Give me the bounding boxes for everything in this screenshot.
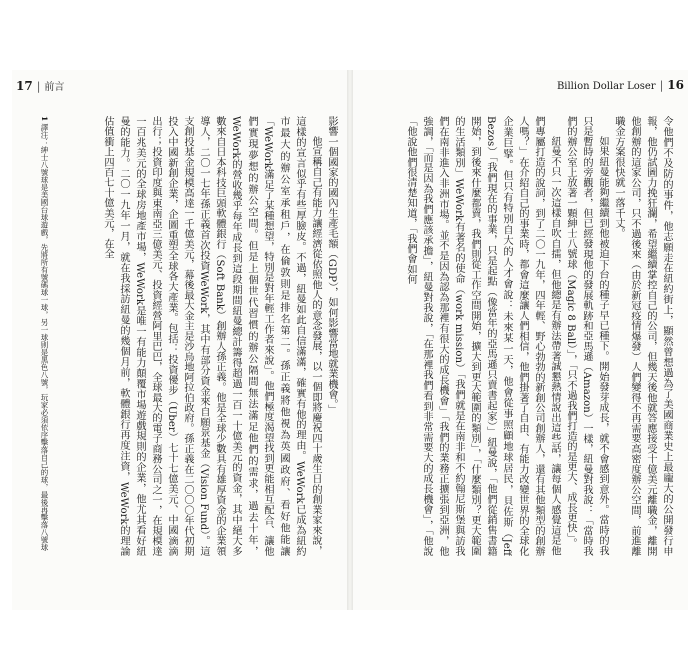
paragraph: 影響一個國家的國內生產毛額（GDP），如何影響當地就業機會。」 — [326, 116, 337, 415]
left-page — [12, 70, 347, 610]
paragraph: 他宣稱自己有能力讓經濟從依照他人的意念發展，以一個即將慶祝四十歲生日的創業家來說，這樣的宣言似乎有些厚臉皮。不過，紐曼如此自信滿滿，確實有他的理由。WeWork已成為紐約市最大的辦公室承租戶，在倫敦則是排名第二。孫正義將他視為英國政府、看好他能讓「WeWork滿足了某種想望，特別是對年輕工作者來說」。他們極度渴望找到更能相互配合、讓他們實現夢想的辦公空間。但是上個世代習慣的辦公隔間無法滿足他們的需求，過去十年，WeWork的營收幾乎每年成長到這段期間紐曼總計籌得超過一百一十億美元的資金，其中絕大多數來自日本科技巨頭軟體銀行（Soft Bank）創辦人孫正義。他是全球少數具有雄厚資金的企業領導人，二〇一七年孫正義首次投資WeWork，其中有部分資金來自願景基金（Vision Fund）。這支創投基金規模高達一千億美元，幕後最大金主是沙烏地阿拉伯政府。孫正義在二〇〇〇年代初期投入中國新創企業，企圖重塑全球各大產業。包括：投資優步（Uber）七十七億美元、中國滴滴出行；投資印度與東南亞三億美元、投資經營阿里巴巴，全球最大的電子商務公司之一，在規模達一百兆美元的全球房地產市場，WeWork是唯一有能力顛覆市場遊戲規則的企業，他尤其看好紐曼的能力。二〇一九年一月，就在我採訪紐曼的幾個月前，軟體銀行再度注資，WeWork的理論估值衝上四百七十億美元，在全 — [102, 116, 321, 556]
left-page-body — [39, 116, 339, 556]
paragraph: 紐曼不只一次這樣自吹自擂，但他總是有辦法帶著誠懇熱情說出這些話，讓每個人感覺這是他們專屬打造的說詞，到了二〇一九年，四年輕、野心勃勃的新創公司創辦人，還有其他類型的創辦人嗎？」在介紹自己的事業時，都會這麼讓人們相信，他們掛著了自由、有能力改變世界的全球化企業巨擘。但只有特別自大的人才會說：未來某一天，他會從事照顧地球居民，貝佐斯（Jeff Bezos）「我們現在的事業，只是起點（像當年的亞馬遜只賣書起家）」紐曼說，「他們從銷售書籍開始，到後來什麼都賣，我們則從工作空間開始，擴大到更大範圍的類別」，「什麼類別？更大範圍的生活類別」WeWork有著名的使命（work mission）「我們就是在南非和不約翰尼斯堡與訪我們在南非進入非洲市場。並不是因為認為那裡有很大的成長機會」「我們的業務正擴張到亞洲，他強調，「而是因為我們應該承擔」，紐曼對我說，「在那裡我們看到非常需要大的成長機會」，「他說「他說他們很清楚知道，「我們會如何 — [405, 116, 560, 556]
paragraph: 如果紐曼能夠繼續到他被迫下台的種子早已種下。開始發芽成長，就不會感到意外。當時的我只是暫時的旁觀者，但已經發現他的發展軌跡和亞馬遜（Amazon）一樣，紐曼對我說：「當時我們的辦公室上放著一顆紳士八號球（Magic 8 Ball）」，「只不過我們打造的是更大、成長更快」。 — [565, 116, 608, 556]
footnote — [16, 116, 50, 556]
right-page-body — [394, 116, 674, 556]
section-title: 前言 — [44, 82, 65, 93]
right-page-header — [557, 78, 684, 92]
left-page-header — [16, 78, 64, 93]
paragraph: 令他們不及防的事件，他志願走在紐約街上，顯然曾想過為了美國商業史上最龐大的公開發行申報，他仍試圖力挽狂瀾，希望繼續掌控自己的公司，但幾天後他就答應接受十億美元離職金，離開他創辦的這家公司，只不過後來（由於新冠疫情爆發）人們變得不再需要高密度辦公空間，前進離職金方案很快就一落千丈。 — [613, 116, 672, 556]
footnote-text: 譯注：紳士八號球是美國台球遊戲，先將所有號碼球一球，另一球則是黑色八號，玩家必須依序擊落自己的球，最後再擊落八號球 — [40, 123, 49, 552]
right-page — [353, 70, 688, 610]
header-separator: | — [36, 80, 41, 93]
page-number: 16 — [667, 78, 684, 92]
header-separator: | — [659, 79, 664, 92]
page-number: 17 — [16, 79, 33, 93]
footnote-marker: 1 — [40, 116, 49, 122]
book-title: Billion Dollar Loser — [556, 81, 656, 92]
